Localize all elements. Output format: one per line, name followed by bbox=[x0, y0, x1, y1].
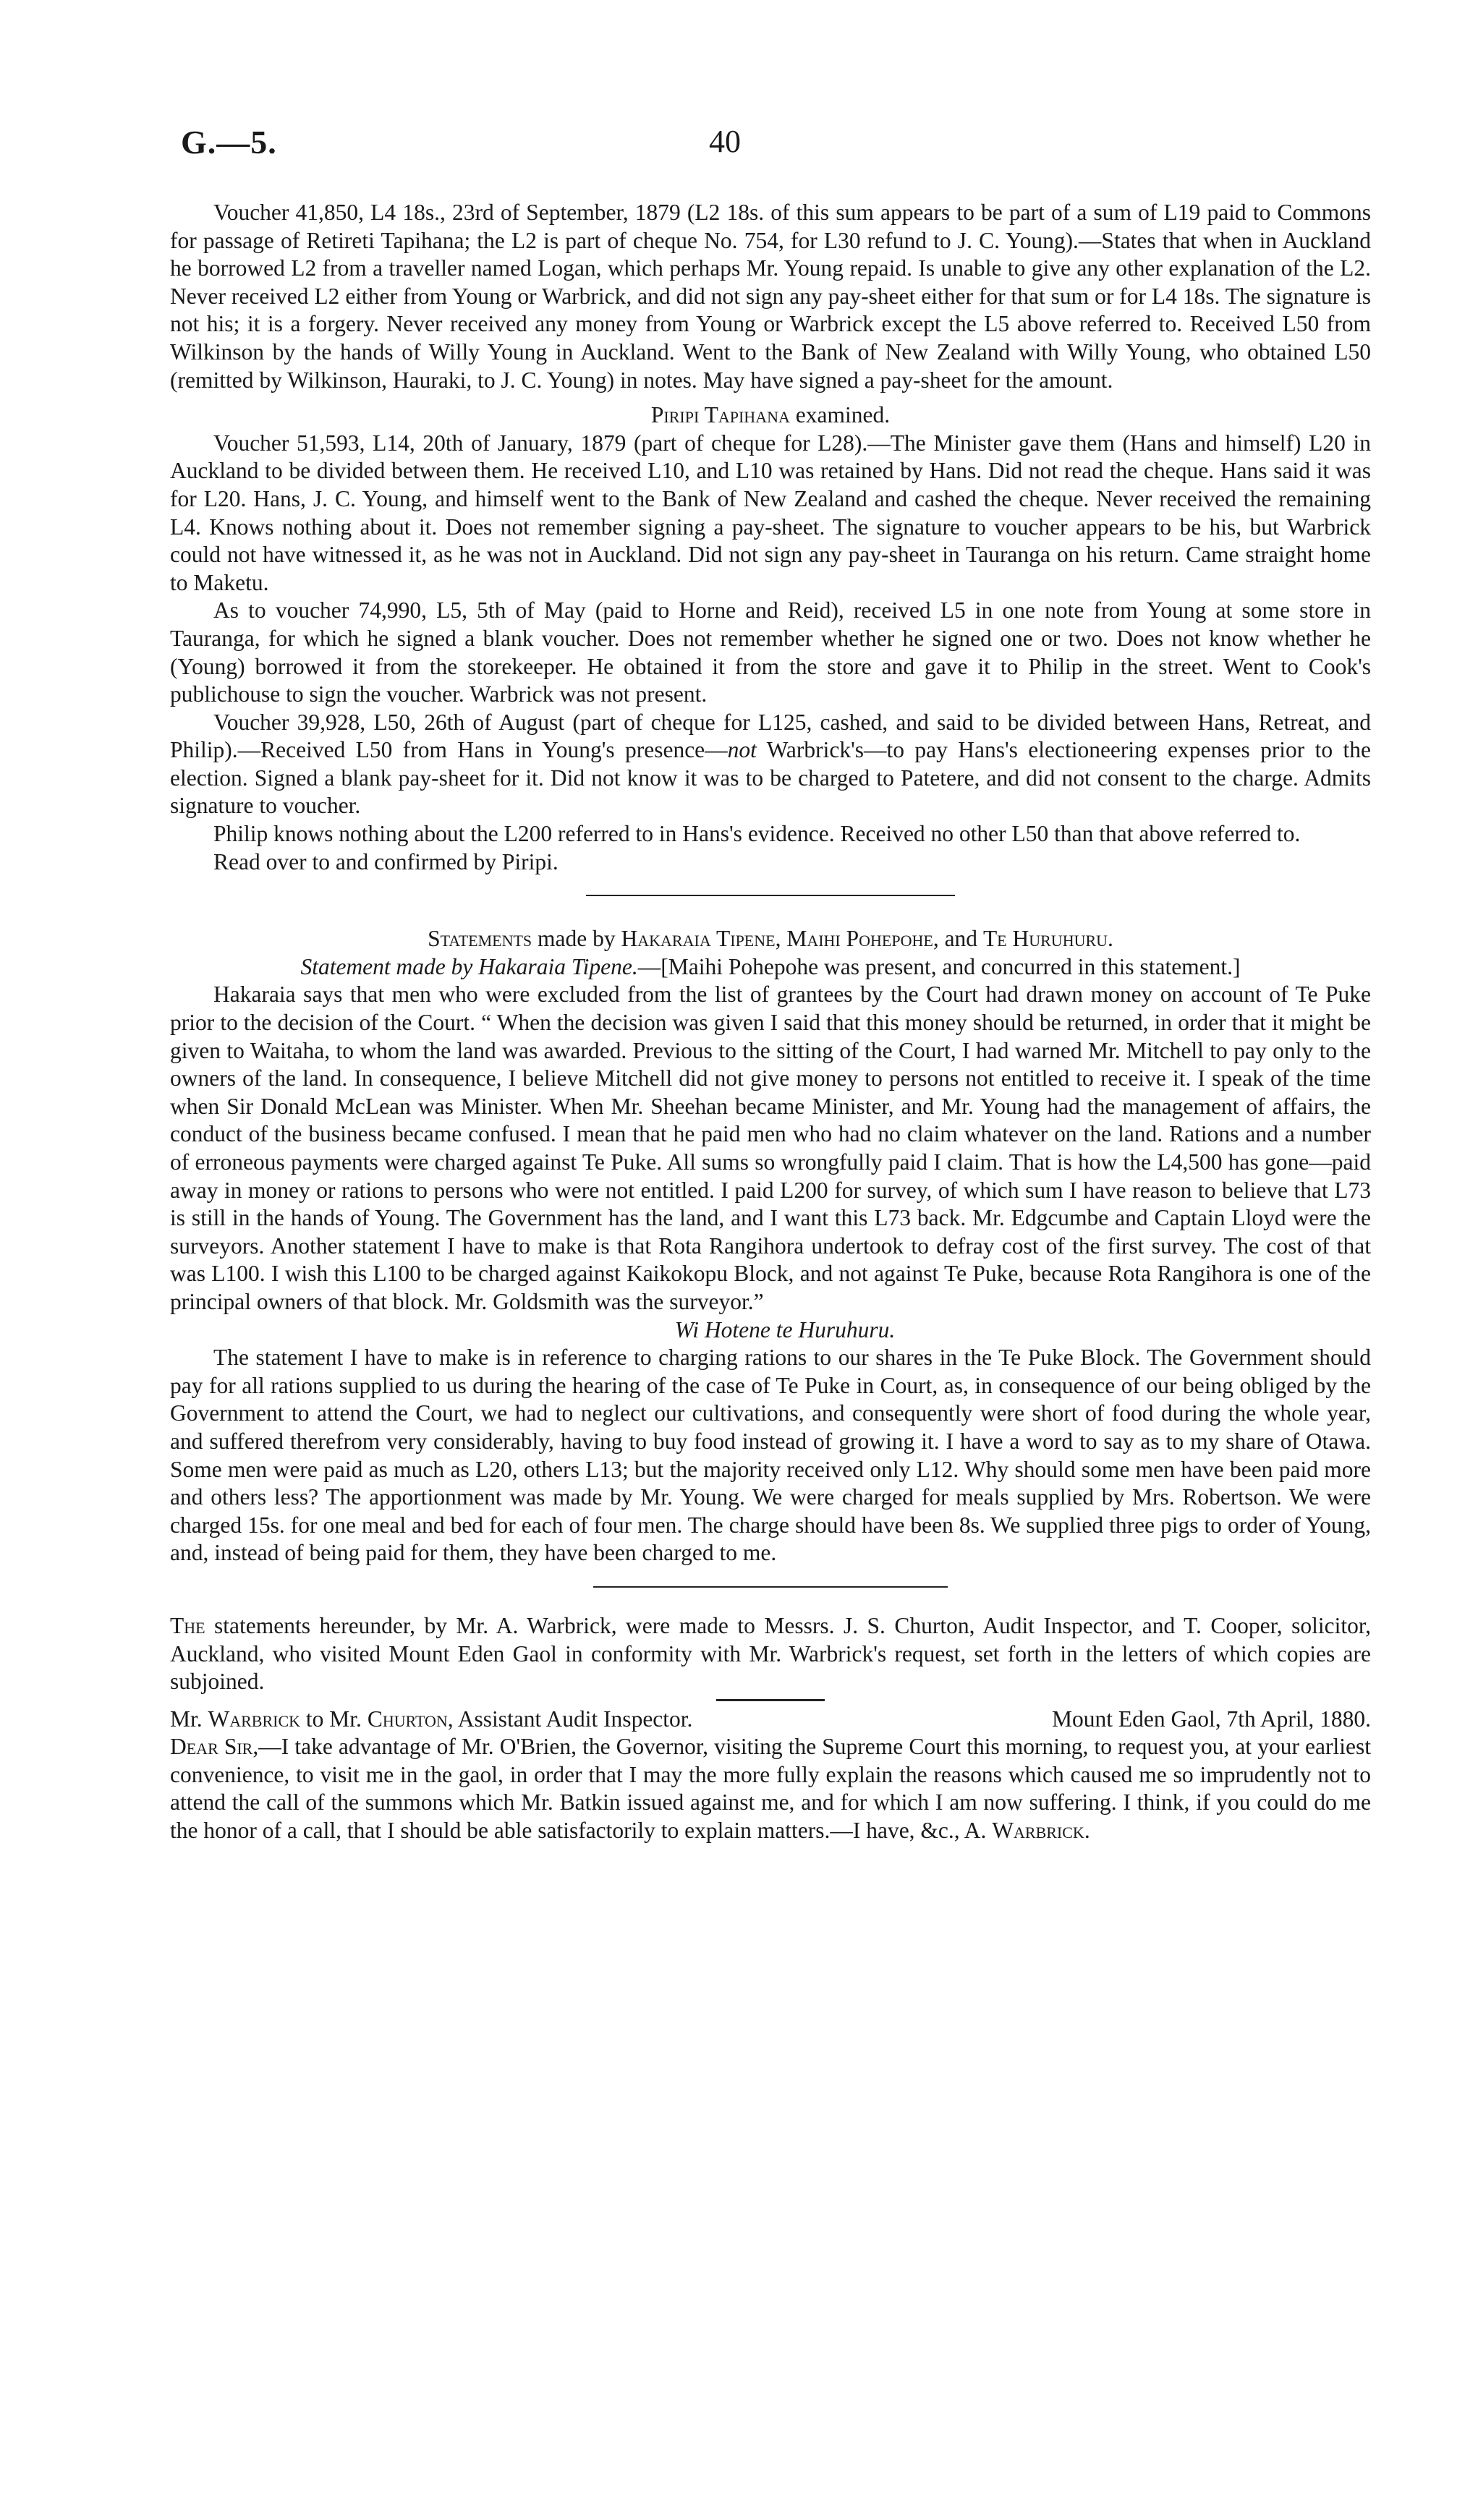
piripi-name: Piripi Tapihana bbox=[650, 402, 790, 428]
document-code: G.—5. bbox=[181, 124, 277, 161]
letter-signature: Warbrick. bbox=[992, 1818, 1090, 1844]
voucher-39928-part-b: Warbrick's—to pay Hans's electioneering expenses prior to the election. Signed a blank pay-sheet for it. Did not know it was to be charged to Patetere, and did not consent to the charge. Admits signature to voucher. bbox=[170, 737, 1371, 819]
short-divider bbox=[716, 1699, 825, 1701]
hakaraia-subheading-title: Statement made by Hakaraia Tipene. bbox=[300, 953, 638, 979]
letter-body-text: —I take advantage of Mr. O'Brien, the Governor, visiting the Supreme Court this morning, to request you, at your earliest convenience, to visit me in the gaol, in order that I may the more fully explain the reasons which caused me so imprudently not to attend the call of the summons which Mr. Batkin issued against me, and for which I am now suffering. I think, if you could do me the honor of a call, that I should be able satisfactorily to explain matters.—I have, &c., A. bbox=[170, 1734, 1371, 1844]
letter-place-date: Mount Eden Gaol, 7th April, 1880. bbox=[1052, 1706, 1371, 1732]
page-body bbox=[170, 199, 1371, 1845]
letter-to: to Mr. bbox=[300, 1706, 368, 1732]
page-header bbox=[0, 123, 1478, 174]
piripi-examined-heading bbox=[170, 401, 1371, 430]
statements-names-2: Te Huruhuru. bbox=[982, 926, 1113, 952]
letter-from-name: Warbrick bbox=[208, 1706, 301, 1732]
statements-word: Statements bbox=[428, 926, 532, 952]
letter-to-title: , Assistant Audit Inspector. bbox=[447, 1706, 693, 1732]
letter-mr-1: Mr. bbox=[170, 1706, 208, 1732]
statements-heading bbox=[170, 925, 1371, 953]
statements-made-by: made by bbox=[532, 926, 621, 952]
statements-and: and bbox=[938, 926, 983, 952]
paragraph-rations-statement: The statement I have to make is in reference to charging rations to our shares in the Te Puke Block. The Government should pay for all rations supplied to us during the hearing of the case of Te Puke in Court, as, in consequence of our being obliged by the Government to attend the Court, we had to neglect our cultivations, and consequently were short of food during the whole year, and suffered therefrom very considerably, having to buy food instead of growing it. I have a word to say as to my share of Otawa. Some men were paid as much as L20, others L13; but the majority received only L12. Why should some men have been paid more and others less? The apportionment was made by Mr. Young. We were charged for meals supplied by Mrs. Robertson. We were charged 15s. for one meal and bed for each of four men. The charge should have been 8s. We supplied three pigs to order of Young, and, instead of being paid for them, they have been charged to me. bbox=[170, 1345, 1371, 1566]
letter-to-name: Churton bbox=[367, 1706, 448, 1732]
paragraph-philip-l200: Philip knows nothing about the L200 referred to in Hans's evidence. Received no other L50 than that above referred to. bbox=[213, 821, 1301, 847]
letter-salutation: Dear Sir, bbox=[170, 1734, 259, 1760]
warbrick-intro-text: statements hereunder, by Mr. A. Warbrick, were made to Messrs. J. S. Churton, Audit Inspector, and T. Cooper, solicitor, Auckland, who visited Mount Eden Gaol in conformity with Mr. Warbrick's request, set forth in the letters of which copies are subjoined. bbox=[170, 1612, 1371, 1695]
hakaraia-subheading bbox=[170, 953, 1371, 982]
warbrick-intro-first-word: The bbox=[170, 1612, 205, 1638]
page-number: 40 bbox=[709, 124, 741, 159]
paragraph-voucher-51593: Voucher 51,593, L14, 20th of January, 1879 (part of cheque for L28).—The Minister gave them (Hans and himself) L20 in Auckland to be divided between them. He received L10, and L10 was retained by Hans. Did not read the cheque. Hans said it was for L20. Hans, J. C. Young, and himself went to the Bank of New Zealand and cashed the cheque. Never received the remaining L4. Knows nothing about it. Does not remember signing a pay-sheet. The signature to voucher appears to be his, but Warbrick could not have witnessed it, as he was not in Auckland. Did not sign any pay-sheet in Tauranga on his return. Came straight home to Maketu. bbox=[170, 430, 1371, 595]
paragraph-hakaraia-statement: Hakaraia says that men who were excluded from the list of grantees by the Court had drawn money on account of Te Puke prior to the decision of the Court. “ When the decision was given I said that this money should be returned, in order that it might be given to Waitaha, to whom the land was awarded. Previous to the sitting of the Court, I had warned Mr. Mitchell to pay only to the owners of the land. In consequence, I believe Mitchell did not give money to persons not entitled to receive it. I speak of the time when Sir Donald McLean was Minister. When Mr. Sheehan became Minister, and Mr. Young had the management of affairs, the conduct of the business became confused. I mean that he paid men who had no claim whatever on the land. Rations and a number of erroneous payments were charged against Te Puke. All sums so wrongfully paid I claim. That is how the L4,500 has gone—paid away in money or rations to persons who were not entitled. I paid L200 for survey, of which sum I have reason to believe that L73 is still in the hands of Young. The Government has the land, and I want this L73 back. Mr. Edgcumbe and Captain Lloyd were the surveyors. Another statement I have to make is that Rota Rangihora undertook to defray cost of the first survey. The cost of that was L100. I wish this L100 to be charged against Kaikokopu Block, and not against Te Puke, because Rota Rangihora is one of the principal owners of that block. Mr. Goldsmith was the surveyor.” bbox=[170, 982, 1371, 1314]
hakaraia-subheading-note: —[Maihi Pohepohe was present, and concurred in this statement.] bbox=[637, 953, 1241, 979]
paragraph-letter-body bbox=[170, 1733, 1371, 1844]
wi-hotene-signature: Wi Hotene te Huruhuru. bbox=[674, 1316, 896, 1342]
paragraph-warbrick-intro bbox=[170, 1612, 1371, 1696]
statements-names-1: Hakaraia Tipene, Maihi Pohepohe, bbox=[621, 926, 939, 952]
piripi-heading-suffix: examined. bbox=[789, 402, 891, 428]
paragraph-voucher-74990: As to voucher 74,990, L5, 5th of May (paid to Horne and Reid), received L5 in one note from Young at some store in Tauranga, for which he signed a blank voucher. Does not remember whether he signed one or two. Does not know whether he (Young) borrowed it from the storekeeper. He obtained it from the store and gave it to Philip in the street. Went to Cook's publichouse to sign the voucher. Warbrick was not present. bbox=[170, 597, 1371, 707]
section-divider-2 bbox=[593, 1586, 948, 1588]
voucher-39928-not: not bbox=[727, 737, 757, 763]
section-divider bbox=[586, 895, 955, 896]
paragraph-voucher-39928 bbox=[170, 709, 1371, 820]
paragraph-read-over: Read over to and confirmed by Piripi. bbox=[213, 848, 559, 874]
paragraph-voucher-41850: Voucher 41,850, L4 18s., 23rd of September, 1879 (L2 18s. of this sum appears to be part of a sum of L19 paid to Commons for passage of Retireti Tapihana; the L2 is part of cheque No. 754, for L30 refund to J. C. Young).—States that when in Auckland he borrowed L2 from a traveller named Logan, which perhaps Mr. Young repaid. Is unable to give any other explanation of the L2. Never received L2 either from Young or Warbrick, and did not sign any pay-sheet either for that sum or for L4 18s. The signature is not his; it is a forgery. Never received any money from Young or Warbrick except the L5 above referred to. Received L50 from Wilkinson by the hands of Willy Young in Auckland. Went to the Bank of New Zealand with Willy Young, who obtained L50 (remitted by Wilkinson, Hauraki, to J. C. Young) in notes. May have signed a pay-sheet for the amount. bbox=[170, 200, 1371, 393]
letter-heading bbox=[170, 1706, 1371, 1734]
voucher-39928-part-a: Voucher 39,928, L50, 26th of August (part of cheque for L125, cashed, and said to be divided between Hans, Retreat, and Philip).—Received L50 from Hans in Young's presence— bbox=[170, 709, 1371, 763]
